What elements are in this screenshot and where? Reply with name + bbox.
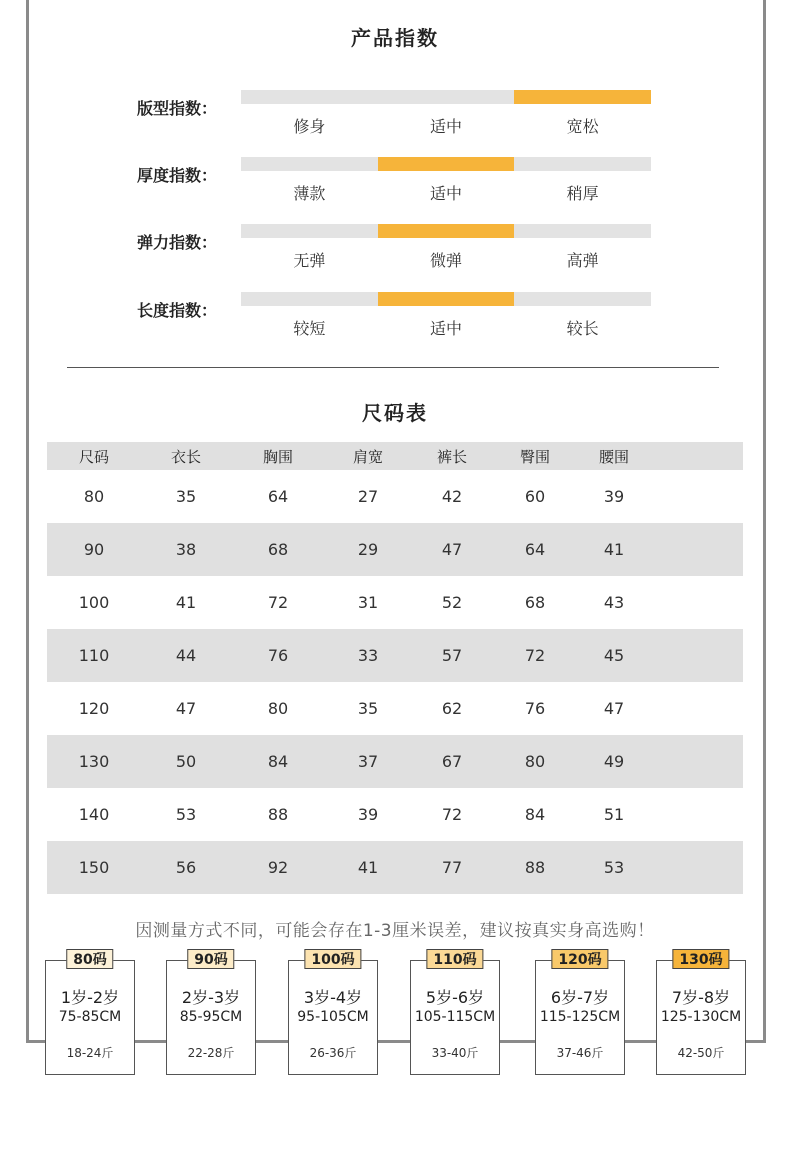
- table-cell: 42: [441, 487, 463, 506]
- table-cell: 47: [441, 540, 463, 559]
- index-option: 薄款: [293, 184, 326, 203]
- index-option: 较长: [566, 319, 599, 338]
- index-bar: [241, 90, 651, 104]
- index-row: [0, 292, 790, 352]
- table-cell: 80: [83, 487, 105, 506]
- header-cell: 臀围: [519, 447, 550, 466]
- index-option: 适中: [430, 184, 463, 203]
- table-cell: 77: [441, 858, 463, 877]
- table-cell: 76: [524, 699, 546, 718]
- age-range: 2岁-3岁: [181, 988, 241, 1007]
- weight-range: 26-36斤: [309, 1046, 357, 1060]
- index-segment: [514, 292, 651, 306]
- index-segment-selected: [514, 90, 651, 104]
- height-range: 115-125CM: [539, 1009, 621, 1025]
- table-cell: 41: [175, 593, 197, 612]
- table-cell: 120: [78, 699, 110, 718]
- table-cell: 45: [603, 646, 625, 665]
- table-cell: 35: [357, 699, 379, 718]
- index-option: 高弹: [566, 251, 599, 270]
- table-cell: 140: [78, 805, 110, 824]
- age-range: 1岁-2岁: [60, 988, 120, 1007]
- header-cell: 腰围: [598, 447, 629, 466]
- table-row: [47, 523, 743, 576]
- index-row: [0, 90, 790, 150]
- table-cell: 68: [524, 593, 546, 612]
- table-cell: 39: [603, 487, 625, 506]
- index-segment: [378, 90, 515, 104]
- index-label: 长度指数：: [137, 301, 218, 320]
- table-row: [47, 576, 743, 629]
- table-row: [47, 788, 743, 841]
- size-guide-card: [535, 952, 625, 1075]
- table-cell: 62: [441, 699, 463, 718]
- index-segment: [241, 157, 378, 171]
- table-cell: 44: [175, 646, 197, 665]
- age-range: 3岁-4岁: [303, 988, 363, 1007]
- index-option: 适中: [430, 117, 463, 136]
- weight-range: 18-24斤: [66, 1046, 114, 1060]
- index-row: [0, 157, 790, 217]
- index-option: 微弹: [430, 251, 463, 270]
- age-range: 6岁-7岁: [550, 988, 610, 1007]
- table-cell: 52: [441, 593, 463, 612]
- table-cell: 39: [357, 805, 379, 824]
- age-range: 5岁-6岁: [425, 988, 485, 1007]
- size-tag: 110码: [426, 949, 483, 969]
- table-cell: 130: [78, 752, 110, 771]
- table-row: [47, 470, 743, 523]
- index-segment: [241, 90, 378, 104]
- index-row: [0, 224, 790, 284]
- height-range: 125-130CM: [660, 1009, 742, 1025]
- size-chart-title: 尺码表: [362, 401, 428, 425]
- table-cell: 72: [524, 646, 546, 665]
- table-cell: 56: [175, 858, 197, 877]
- table-cell: 100: [78, 593, 110, 612]
- table-row: [47, 682, 743, 735]
- size-tag: 90码: [187, 949, 234, 969]
- size-tag: 100码: [304, 949, 361, 969]
- index-option: 修身: [293, 117, 326, 136]
- weight-range: 33-40斤: [431, 1046, 479, 1060]
- table-cell: 35: [175, 487, 197, 506]
- size-tag: 130码: [672, 949, 729, 969]
- table-cell: 38: [175, 540, 197, 559]
- table-cell: 41: [357, 858, 379, 877]
- header-cell: 裤长: [436, 447, 467, 466]
- size-guide-card: [288, 952, 378, 1075]
- index-option: 较短: [293, 319, 326, 338]
- table-cell: 84: [267, 752, 289, 771]
- table-cell: 49: [603, 752, 625, 771]
- size-guide-card: [410, 952, 500, 1075]
- table-cell: 41: [603, 540, 625, 559]
- index-label: 厚度指数：: [137, 166, 218, 185]
- size-guide-card: [166, 952, 256, 1075]
- table-cell: 57: [441, 646, 463, 665]
- index-segment: [514, 157, 651, 171]
- header-cell: 胸围: [262, 447, 293, 466]
- index-segment-selected: [378, 224, 515, 238]
- height-range: 75-85CM: [58, 1009, 122, 1025]
- table-cell: 72: [441, 805, 463, 824]
- age-range: 7岁-8岁: [671, 988, 731, 1007]
- index-segment: [241, 224, 378, 238]
- index-bar: [241, 224, 651, 238]
- index-label: 弹力指数：: [137, 233, 218, 252]
- table-cell: 88: [267, 805, 289, 824]
- index-segment-selected: [378, 157, 515, 171]
- index-option: 稍厚: [566, 184, 599, 203]
- table-cell: 80: [267, 699, 289, 718]
- table-cell: 27: [357, 487, 379, 506]
- index-bar: [241, 157, 651, 171]
- header-cell: 衣长: [170, 447, 201, 466]
- index-options: [241, 248, 651, 271]
- table-cell: 31: [357, 593, 379, 612]
- table-cell: 90: [83, 540, 105, 559]
- table-cell: 47: [175, 699, 197, 718]
- weight-range: 37-46斤: [556, 1046, 604, 1060]
- table-cell: 33: [357, 646, 379, 665]
- table-row: [47, 841, 743, 894]
- table-row: [47, 735, 743, 788]
- header-cell: 尺码: [78, 447, 109, 466]
- table-cell: 43: [603, 593, 625, 612]
- table-cell: 72: [267, 593, 289, 612]
- index-segment: [241, 292, 378, 306]
- table-cell: 64: [267, 487, 289, 506]
- size-table: [47, 442, 743, 894]
- product-index-title: 产品指数: [351, 26, 439, 50]
- index-segment: [514, 224, 651, 238]
- index-label: 版型指数：: [137, 99, 218, 118]
- measurement-note: 因测量方式不同，可能会存在1-3厘米误差，建议按真实身高选购！: [135, 921, 655, 941]
- index-options: [241, 181, 651, 204]
- size-tag: 80码: [66, 949, 113, 969]
- frame-bottom-border: [26, 1040, 766, 1043]
- table-cell: 51: [603, 805, 625, 824]
- table-cell: 80: [524, 752, 546, 771]
- height-range: 85-95CM: [179, 1009, 243, 1025]
- index-option: 适中: [430, 319, 463, 338]
- table-cell: 68: [267, 540, 289, 559]
- table-cell: 64: [524, 540, 546, 559]
- table-cell: 37: [357, 752, 379, 771]
- height-range: 105-115CM: [414, 1009, 496, 1025]
- size-table-body: [47, 470, 743, 894]
- table-cell: 50: [175, 752, 197, 771]
- table-cell: 76: [267, 646, 289, 665]
- size-guide-card: [656, 952, 746, 1075]
- table-cell: 84: [524, 805, 546, 824]
- index-options: [241, 316, 651, 339]
- table-cell: 67: [441, 752, 463, 771]
- index-option: 无弹: [293, 251, 326, 270]
- size-tag: 120码: [551, 949, 608, 969]
- table-cell: 29: [357, 540, 379, 559]
- weight-range: 42-50斤: [677, 1046, 725, 1060]
- index-segment-selected: [378, 292, 515, 306]
- table-cell: 92: [267, 858, 289, 877]
- weight-range: 22-28斤: [187, 1046, 235, 1060]
- table-cell: 110: [78, 646, 110, 665]
- table-cell: 88: [524, 858, 546, 877]
- header-cell: 肩宽: [352, 447, 383, 466]
- height-range: 95-105CM: [297, 1009, 369, 1025]
- size-table-header: [47, 442, 743, 470]
- index-option: 宽松: [566, 117, 599, 136]
- table-cell: 60: [524, 487, 546, 506]
- table-cell: 47: [603, 699, 625, 718]
- table-cell: 53: [603, 858, 625, 877]
- index-bar: [241, 292, 651, 306]
- table-cell: 150: [78, 858, 110, 877]
- size-guide-card: [45, 952, 135, 1075]
- section-divider: [67, 367, 719, 368]
- table-cell: 53: [175, 805, 197, 824]
- table-row: [47, 629, 743, 682]
- index-options: [241, 114, 651, 137]
